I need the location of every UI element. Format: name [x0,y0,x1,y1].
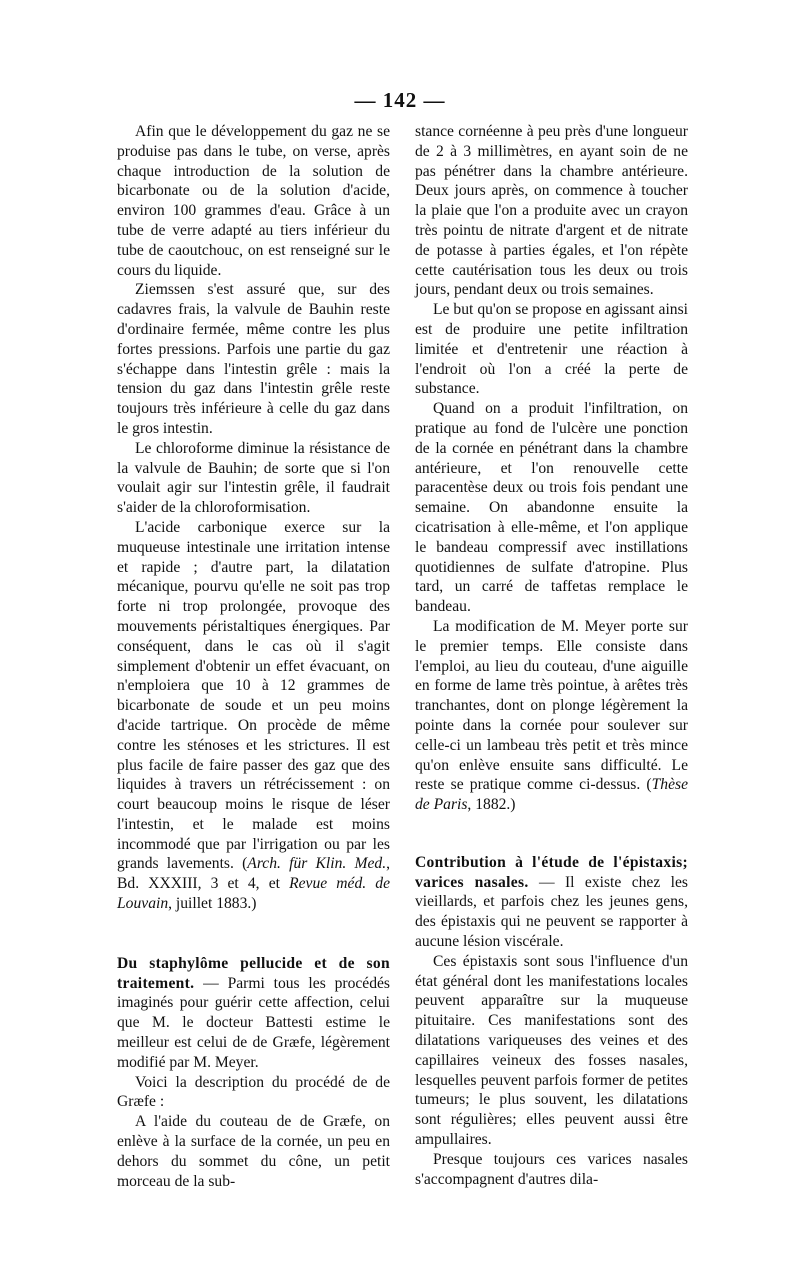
paragraph: Afin que le développement du gaz ne se produise pas dans le tube, on verse, après chaque introduction de la solution de bicarbonate ou de la solution d'acide, environ 100 grammes d'eau. Grâce à un tube de verre adapté au tiers inférieur du tube de caoutchouc, on est renseigné sur le cours du liquide. [117,123,390,279]
paragraph: Voici la description du procédé de de Græfe : [117,1073,390,1111]
paragraph: Le but qu'on se propose en agissant ainsi est de produire une petite infiltration limitée et d'entretenir une réaction à l'endroit où l'on a créé la perte de substance. [415,301,688,398]
section-epistaxis [415,853,688,952]
page-number: — 142 — [354,88,446,112]
citation: Revue méd. de Louvain [117,875,390,913]
paragraph-text: La modification de M. Meyer porte sur le premier temps. Elle consiste dans l'emploi, au lieu du couteau, d'une aiguille en forme de lame très pointue, à arêtes très tranchantes, dont on plonge légèrement la pointe dans la cornée pour soulever sur celle-ci un lambeau très petit et très mince qu'on enlève ensuite sans difficulté. Le reste se pratique comme ci-dessus. ( [415,617,688,794]
paragraph: Le chloroforme diminue la résistance de la valvule de Bauhin; de sorte que si l'on voulait agir sur l'intestin grêle, il faudrait s'aider de la chloroformisation. [117,439,390,517]
paragraph-text: — Il existe chez les vieillards, et parfois chez les jeunes gens, des épistaxis qui ne peuvent se rapporter à aucune lésion viscérale. [415,873,688,951]
citation: Arch. für Klin. Med. [247,855,387,873]
right-column [415,122,688,1189]
paragraph [117,518,390,914]
left-column [117,122,390,1191]
paragraph: Presque toujours ces varices nasales s'accompagnent d'autres dila- [415,1150,688,1188]
section-heading: Du staphylôme pellucide et de son traitement. [117,954,390,992]
paragraph: Ziemssen s'est assuré que, sur des cadavres frais, la valvule de Bauhin reste d'ordinaire fermée, même contre les plus fortes pressions. Parfois une partie du gaz s'échappe dans l'intestin grêle : mais la tension du gaz dans l'intestin grêle reste toujours très inférieure à celle du gaz dans le gros intestin. [117,281,390,437]
paragraph: Quand on a produit l'infiltration, on pratique au fond de l'ulcère une ponction de la cornée en pénétrant dans la chambre antérieure, et l'on renouvelle cette paracentèse deux ou trois fois pendant une semaine. On abandonne ensuite la cicatrisation à elle-même, et l'on applique le bandeau compressif avec instillations quotidiennes de sulfate d'atropine. Plus tard, un carré de taffetas remplace le bandeau. [415,400,688,616]
paragraph: A l'aide du couteau de de Græfe, on enlève à la surface de la cornée, un peu en dehors du sommet du cône, un petit morceau de la sub- [117,1113,390,1190]
paragraph [415,617,688,815]
paragraph-text: — Parmi tous les procédés imaginés pour guérir cette affection, celui que M. le docteur Battesti estime le meilleur est celui de de Græfe, légèrement modifié par M. Meyer. [117,974,390,1071]
paragraph-text: , 1882.) [467,796,516,814]
section-staphylome [117,954,390,1073]
section-heading: Contribution à l'étude de l'épistaxis; varices nasales. [415,853,688,891]
paragraph: Ces épistaxis sont sous l'influence d'un état général dont les manifestations locales peuvent apparaître sur la muqueuse pituitaire. Ces manifestations sont des dilatations variqueuses des veines et des capillaires veineux des fosses nasales, lesquelles peuvent parfois former de petites tumeurs; le plus souvent, les dilatations sont régulières; elles peuvent aussi être ampullaires. [415,952,688,1149]
paragraph: stance cornéenne à peu près d'une longueur de 2 à 3 millimètres, en ayant soin de ne pas pénétrer dans la chambre antérieure. Deux jours après, on commence à toucher la plaie que l'on a produite avec un crayon très pointu de nitrate d'argent et de nitrate de potasse à parties égales, et l'on répète cette cautérisation tous les deux ou trois jours, pendant deux ou trois semaines. [415,123,688,299]
citation: Thèse de Paris [415,776,688,814]
paragraph-text: L'acide carbonique exerce sur la muqueuse intestinale une irritation intense et rapide ; d'autre part, la dilatation mécanique, pourvu qu'elle ne soit pas trop forte ni trop prolongée, provoque des mouvements péristaltiques énergiques. Par conséquent, dans le cas où il s'agit simplement d'obtenir un effet évacuant, on n'emploiera que 10 à 12 grammes de bicarbonate de soude et un peu moins d'acide tartrique. On procède de même contre les sténoses et les strictures. Il est plus facile de faire passer des gaz que des liquides à travers un rétrécissement : on court beaucoup moins le risque de léser l'intestin, et le malade est moins incommodé que par l'irrigation ou par les grands lavements. ( [117,518,390,873]
paragraph-text: , juillet 1883.) [168,895,257,913]
paragraph-text: , Bd. XXXIII, 3 et 4, et [117,855,390,893]
